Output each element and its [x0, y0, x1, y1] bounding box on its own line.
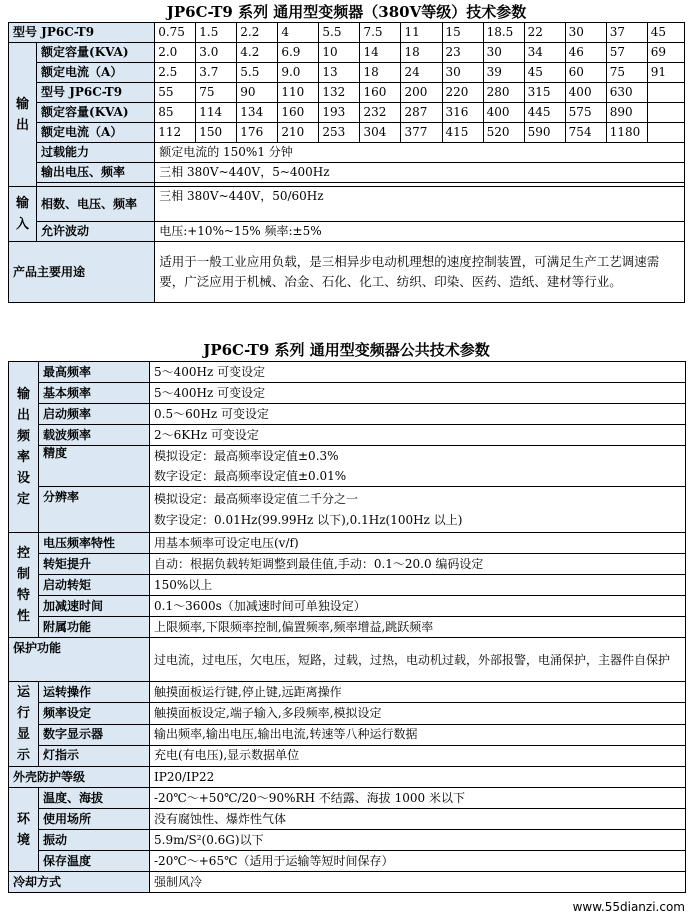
cell: 14 — [360, 43, 401, 63]
output-voltage-label: 输出电压、频率 — [37, 163, 155, 183]
cell: 210 — [278, 123, 319, 143]
cell: 45 — [647, 23, 684, 43]
model-label-1: 型号 JP6C-T9 — [9, 23, 155, 43]
allow-row — [9, 222, 685, 242]
digital-value: 输出频率,输出电压,输出电流,转速等八种运行数据 — [150, 724, 686, 745]
usage-row — [9, 242, 685, 303]
cell: 112 — [155, 123, 196, 143]
cell: 150 — [196, 123, 237, 143]
cell: 315 — [524, 83, 565, 103]
precision-label: 精度 — [39, 446, 150, 487]
cell: 304 — [360, 123, 401, 143]
cell: 200 — [401, 83, 442, 103]
protect-label: 保护功能 — [9, 638, 150, 682]
cell: 2.2 — [237, 23, 278, 43]
cell: 11 — [401, 23, 442, 43]
resolution-value — [150, 487, 686, 533]
phase-label: 相数、电压、频率 — [37, 187, 155, 222]
cell: 30 — [483, 43, 524, 63]
cell: 134 — [237, 103, 278, 123]
starttorque-label: 启动转矩 — [39, 575, 150, 596]
vf-value: 用基本频率可设定电压(v/f) — [150, 533, 686, 554]
cell: 85 — [155, 103, 196, 123]
accel-value: 0.1～3600s（加减速时间可单独设定） — [150, 596, 686, 617]
maxfreq-value: 5～400Hz 可变设定 — [150, 362, 686, 383]
cooling-label: 冷却方式 — [9, 872, 150, 893]
carrier-value: 2～6KHz 可变设定 — [150, 425, 686, 446]
basefreq-value: 5～400Hz 可变设定 — [150, 383, 686, 404]
model-row-2 — [9, 83, 685, 103]
cell: 18 — [360, 63, 401, 83]
shell-label: 外壳防护等级 — [9, 767, 150, 788]
carrier-label: 载波频率 — [39, 425, 150, 446]
cell: 220 — [442, 83, 483, 103]
cell: 23 — [442, 43, 483, 63]
cell: 2.5 — [155, 63, 196, 83]
cell: 5.5 — [319, 23, 360, 43]
cell: 55 — [155, 83, 196, 103]
current-row-2 — [9, 123, 685, 143]
cell-empty — [647, 123, 684, 143]
cell: 114 — [196, 103, 237, 123]
maxfreq-label: 最高频率 — [39, 362, 150, 383]
cell: 176 — [237, 123, 278, 143]
phase-value: 三相 380V~440V，50/60Hz — [155, 187, 685, 222]
freqset-label: 频率设定 — [39, 703, 150, 724]
cell: 7.5 — [360, 23, 401, 43]
freqset-value: 触摸面板设定,端子输入,多段频率,模拟设定 — [150, 703, 686, 724]
resolution-analog: 模拟设定：最高频率设定值二千分之一 — [154, 491, 359, 506]
cell: 18.5 — [483, 23, 524, 43]
cooling-value: 强制风冷 — [150, 872, 686, 893]
cell: 287 — [401, 103, 442, 123]
cell: 46 — [565, 43, 606, 63]
model-row-1 — [9, 23, 685, 43]
resolution-digital: 数字设定：0.01Hz(99.99Hz 以下),0.1Hz(100Hz 以上) — [154, 512, 463, 527]
output-voltage-row — [9, 163, 685, 183]
starttorque-value: 150%以上 — [150, 575, 686, 596]
cell: 15 — [442, 23, 483, 43]
capacity-row-2 — [9, 103, 685, 123]
cell: 6.9 — [278, 43, 319, 63]
cell: 280 — [483, 83, 524, 103]
group-output: 输出 — [9, 43, 37, 187]
phase-row — [9, 187, 685, 222]
lamp-value: 充电(有电压),显示数据单位 — [150, 745, 686, 766]
cell: 590 — [524, 123, 565, 143]
precision-analog: 模拟设定：最高频率设定值±0.3% — [154, 449, 339, 463]
allow-label: 允许波动 — [37, 222, 155, 242]
overload-row — [9, 143, 685, 163]
cell: 1180 — [606, 123, 647, 143]
precision-value — [150, 446, 686, 487]
cell: 30 — [565, 23, 606, 43]
group-run-display: 运行显示 — [9, 682, 39, 767]
usage-value: 适用于一般工业应用负载，是三相异步电动机理想的速度控制装置，可满足生产工艺调速需要，广泛应用于机械、冶金、石化、化工、纺织、印染、医药、造纸、建材等行业。 — [155, 242, 685, 303]
accel-label: 加减速时间 — [39, 596, 150, 617]
cell: 253 — [319, 123, 360, 143]
place-label: 使用场所 — [39, 809, 150, 830]
temp-label: 温度、海拔 — [39, 788, 150, 809]
cell: 377 — [401, 123, 442, 143]
cell: 3.7 — [196, 63, 237, 83]
current-label-2: 额定电流（A） — [37, 123, 155, 143]
group-control: 控制特性 — [9, 533, 39, 638]
common-params-table — [8, 361, 686, 893]
cell: 37 — [606, 23, 647, 43]
cell: 34 — [524, 43, 565, 63]
output-voltage-value: 三相 380V~440V，5~400Hz — [155, 163, 685, 183]
group-output-freq: 输出频率设定 — [9, 362, 39, 533]
cell: 193 — [319, 103, 360, 123]
cell: 57 — [606, 43, 647, 63]
cell: 160 — [278, 103, 319, 123]
cell: 3.0 — [196, 43, 237, 63]
place-value: 没有腐蚀性、爆炸性气体 — [150, 809, 686, 830]
group-environment: 环境 — [9, 788, 39, 872]
cell: 4.2 — [237, 43, 278, 63]
cell: 232 — [360, 103, 401, 123]
protect-value: 过电流，过电压，欠电压，短路，过载，过热，电动机过载，外部报警，电涌保护，主器件自保护 — [150, 638, 686, 682]
cell: 754 — [565, 123, 606, 143]
model-label-2: 型号 JP6C-T9 — [37, 83, 155, 103]
cell: 91 — [647, 63, 684, 83]
cell: 400 — [483, 103, 524, 123]
cell: 10 — [319, 43, 360, 63]
cell: 13 — [319, 63, 360, 83]
aux-value: 上限频率,下限频率控制,偏置频率,频率增益,跳跃频率 — [150, 617, 686, 638]
watermark: www.55dianzi.com — [572, 900, 685, 914]
basefreq-label: 基本频率 — [39, 383, 150, 404]
cell: 132 — [319, 83, 360, 103]
digital-label: 数字显示器 — [39, 724, 150, 745]
cell: 4 — [278, 23, 319, 43]
vibration-label: 振动 — [39, 830, 150, 851]
cell: 69 — [647, 43, 684, 63]
overload-value: 额定电流的 150%1 分钟 — [155, 143, 685, 163]
torque-value: 自动：根据负载转矩调整到最佳值,手动：0.1～20.0 编码设定 — [150, 554, 686, 575]
group-input: 输入 — [9, 187, 37, 242]
current-row-1 — [9, 63, 685, 83]
shell-value: IP20/IP22 — [150, 767, 686, 788]
capacity-label-1: 额定容量(KVA) — [37, 43, 155, 63]
cell: 316 — [442, 103, 483, 123]
cell: 890 — [606, 103, 647, 123]
precision-digital: 数字设定：最高频率设定值±0.01% — [154, 469, 347, 483]
cell: 5.5 — [237, 63, 278, 83]
cell: 110 — [278, 83, 319, 103]
cell: 520 — [483, 123, 524, 143]
cell: 75 — [196, 83, 237, 103]
tech-params-table — [8, 22, 685, 303]
overload-label: 过载能力 — [37, 143, 155, 163]
cell: 445 — [524, 103, 565, 123]
storage-value: -20℃～+65℃（适用于运输等短时间保存） — [150, 851, 686, 872]
cell-empty — [647, 103, 684, 123]
cell: 39 — [483, 63, 524, 83]
vf-label: 电压频率特性 — [39, 533, 150, 554]
cell: 0.75 — [155, 23, 196, 43]
runop-value: 触摸面板运行键,停止键,远距离操作 — [150, 682, 686, 703]
cell: 400 — [565, 83, 606, 103]
cell: 18 — [401, 43, 442, 63]
current-label-1: 额定电流（A） — [37, 63, 155, 83]
capacity-label-2: 额定容量(KVA) — [37, 103, 155, 123]
runop-label: 运转操作 — [39, 682, 150, 703]
cell: 45 — [524, 63, 565, 83]
temp-value: -20℃～+50℃/20～90%RH 不结露、海拔 1000 米以下 — [150, 788, 686, 809]
cell: 415 — [442, 123, 483, 143]
allow-value: 电压:+10%~15% 频率:±5% — [155, 222, 685, 242]
cell: 90 — [237, 83, 278, 103]
cell: 30 — [442, 63, 483, 83]
table1-title: JP6C-T9 系列 通用型变频器（380V等级）技术参数 — [166, 3, 527, 21]
storage-label: 保存温度 — [39, 851, 150, 872]
cell: 9.0 — [278, 63, 319, 83]
cell: 24 — [401, 63, 442, 83]
cell: 575 — [565, 103, 606, 123]
capacity-row-1 — [9, 43, 685, 63]
usage-label: 产品主要用途 — [9, 242, 155, 303]
table2-title: JP6C-T9 系列 通用型变频器公共技术参数 — [203, 341, 490, 359]
cell: 75 — [606, 63, 647, 83]
aux-label: 附属功能 — [39, 617, 150, 638]
resolution-label: 分辨率 — [39, 487, 150, 533]
cell: 1.5 — [196, 23, 237, 43]
cell: 630 — [606, 83, 647, 103]
startfreq-value: 0.5～60Hz 可变设定 — [150, 404, 686, 425]
cell-empty — [647, 83, 684, 103]
cell: 60 — [565, 63, 606, 83]
vibration-value: 5.9m/S²(0.6G)以下 — [150, 830, 686, 851]
startfreq-label: 启动频率 — [39, 404, 150, 425]
cell: 160 — [360, 83, 401, 103]
lamp-label: 灯指示 — [39, 745, 150, 766]
cell: 22 — [524, 23, 565, 43]
torque-label: 转矩提升 — [39, 554, 150, 575]
cell: 2.0 — [155, 43, 196, 63]
